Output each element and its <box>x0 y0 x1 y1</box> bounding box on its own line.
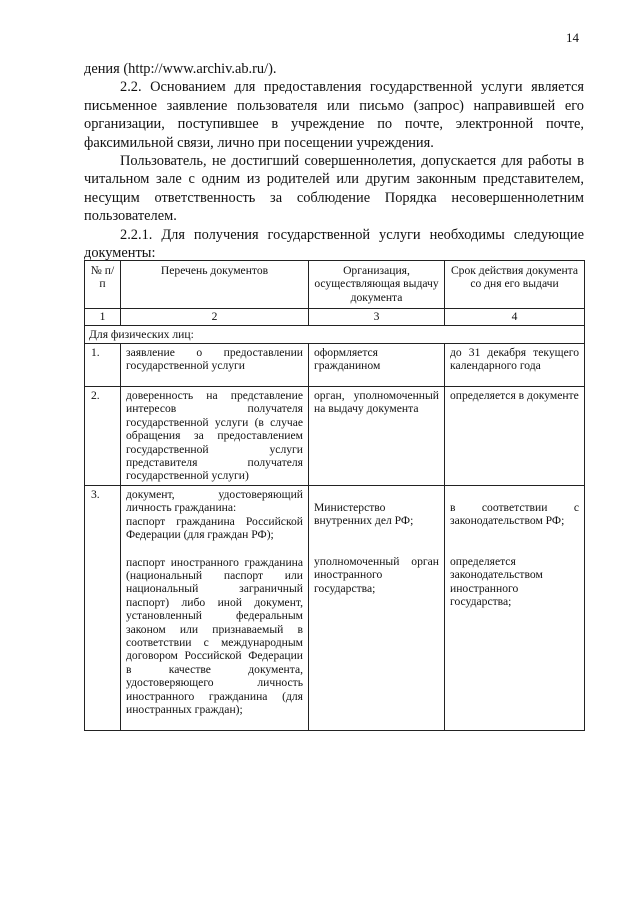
validity-term: до 31 декабря текущего календарного года <box>445 344 585 387</box>
validity-term: определяется в документе <box>445 387 585 486</box>
paragraph-continuation: дения (http://www.archiv.ab.ru/). <box>84 61 277 77</box>
paragraph-2-2: 2.2. Основанием для предоставления государственной услуги является письменное заявление пользователя или письмо (запрос) направившей его организации, поступившее в учреждение по почте, электронной почте, факсимильной связи, лично при посещении учреждения. <box>84 79 584 151</box>
table-row <box>85 485 585 731</box>
column-number: 3 <box>309 309 445 325</box>
validity-term-cell <box>445 485 585 731</box>
header-documents: Перечень документов <box>121 261 309 309</box>
page-number: 14 <box>566 30 579 45</box>
header-number: № п/п <box>85 261 121 309</box>
validity-term: определяется законодательством иностранного государства; <box>450 554 543 609</box>
column-number-row <box>85 309 585 325</box>
documents-table <box>84 260 585 731</box>
table-row <box>85 387 585 486</box>
paragraph-minor-users: Пользователь, не достигший совершеннолетия, допускается для работы в читальном зале с одним из родителей или другим законным представителем, несущим ответственность за соблюдение Порядка несовершеннолетним пользователем. <box>84 153 584 225</box>
document-intro: документ, удостоверяющий личность гражданина: <box>126 487 303 515</box>
document-name-cell <box>121 485 309 731</box>
column-number: 2 <box>121 309 309 325</box>
header-validity: Срок действия документа со дня его выдачи <box>445 261 585 309</box>
issuing-organization: уполномоченный орган иностранного государства; <box>314 554 439 595</box>
document-name: паспорт иностранного гражданина (национальный паспорт или национальный заграничный паспорт) либо иной документ, установленный федеральным законом или признаваемый в соответствии с международным договором Российской Федерации в качестве документа, удостоверяющего личность иностранного гражданина (для иностранных граждан); <box>126 555 303 716</box>
column-number: 4 <box>445 309 585 325</box>
column-number: 1 <box>85 309 121 325</box>
document-name: паспорт гражданина Российской Федерации (для граждан РФ); <box>126 514 303 542</box>
header-organization: Организация, осуществляющая выдачу документа <box>309 261 445 309</box>
row-number: 1. <box>85 344 121 387</box>
section-row <box>85 325 585 343</box>
row-number: 3. <box>85 485 121 731</box>
document-name: доверенность на представление интересов получателя государственной услуги (в случае обращения за предоставлением государственной услуги представителя получателя государственной услуги) <box>121 387 309 486</box>
section-label: Для физических лиц: <box>85 325 585 343</box>
issuing-organization: орган, уполномоченный на выдачу документа <box>309 387 445 486</box>
body-text <box>84 60 584 262</box>
validity-term: в соответствии с законодательством РФ; <box>450 500 579 528</box>
issuing-organization-cell <box>309 485 445 731</box>
row-number: 2. <box>85 387 121 486</box>
document-name: заявление о предоставлении государственной услуги <box>121 344 309 387</box>
issuing-organization: оформляется гражданином <box>309 344 445 387</box>
table-row <box>85 344 585 387</box>
table-header-row <box>85 261 585 309</box>
paragraph-2-2-1: 2.2.1. Для получения государственной услуги необходимы следующие документы: <box>84 226 584 262</box>
issuing-organization: Министерство внутренних дел РФ; <box>314 500 414 528</box>
